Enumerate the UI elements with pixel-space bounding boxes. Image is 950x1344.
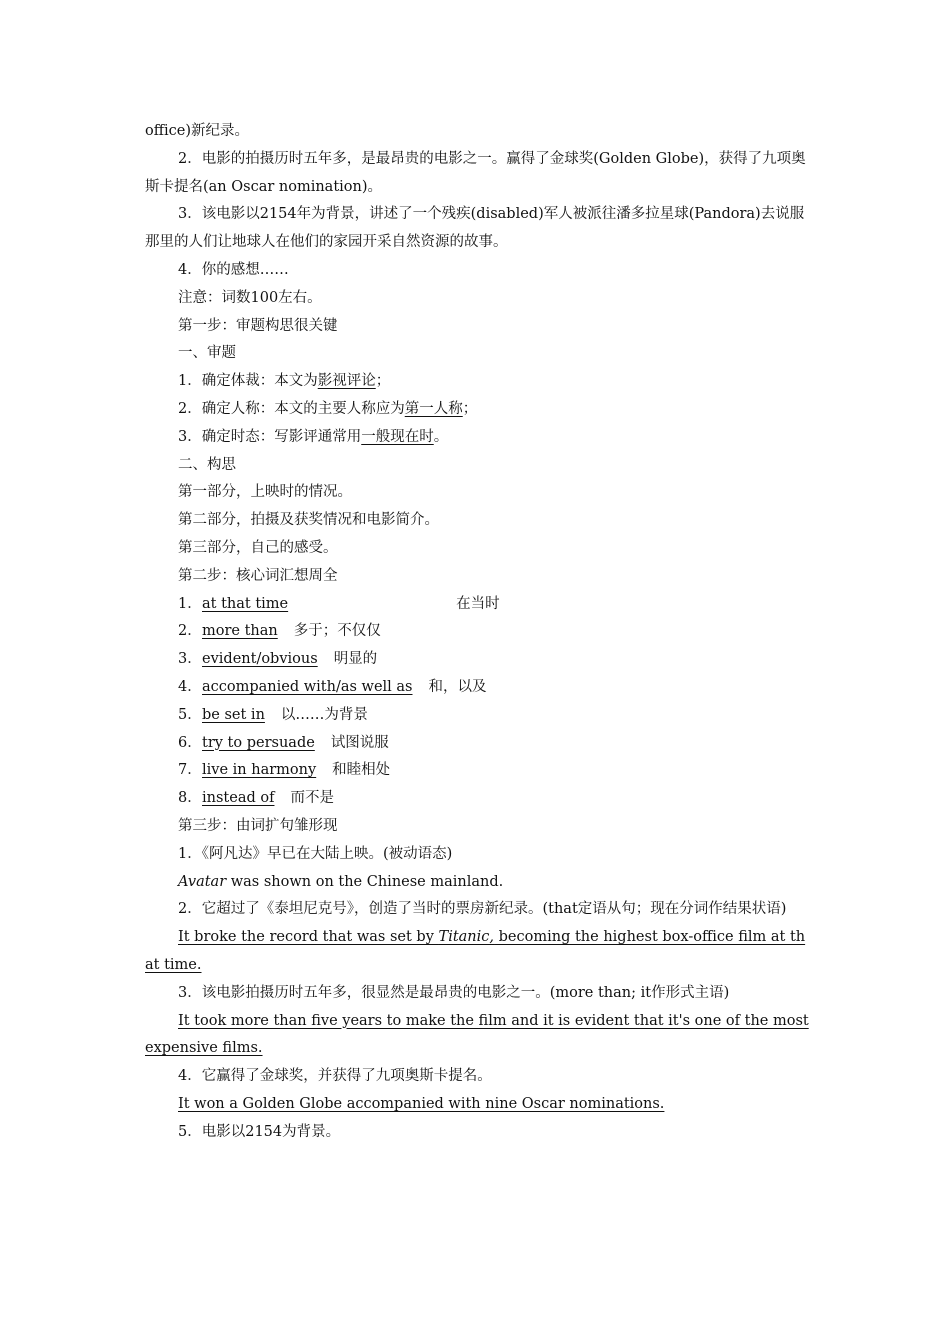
step-1-heading: 第一步：审题构思很关键 xyxy=(178,317,338,334)
vocab-item: 3． evident/obvious 明显的 xyxy=(145,646,810,674)
vocab-english: instead of xyxy=(202,790,275,807)
confirm-genre: 1．确定体裁：本文为影视评论； xyxy=(178,373,391,390)
sentence-1-english: Avatar was shown on the Chinese mainland. xyxy=(178,873,504,890)
sentence-2-chinese: 2．它超过了《泰坦尼克号》，创造了当时的票房新纪录。(that定语从句；现在分词作结果状语) xyxy=(178,901,787,918)
answer-blank: 一般现在时 xyxy=(361,428,434,445)
sentence-5-chinese: 5．电影以2154为背景。 xyxy=(178,1123,341,1140)
plan-part-1: 第一部分，上映时的情况。 xyxy=(178,484,352,501)
vocab-item: 8． instead of 而不是 xyxy=(145,785,810,813)
section-heading-review: 一、审题 xyxy=(178,345,236,362)
answer-blank: 第一人称 xyxy=(404,400,463,417)
step-3-heading: 第三步：由词扩句雏形现 xyxy=(178,817,338,834)
vocab-item: 1． at that time 在当时 xyxy=(145,591,810,619)
sentence-4-chinese: 4．它赢得了金球奖，并获得了九项奥斯卡提名。 xyxy=(178,1068,492,1085)
prompt-point-4: 4．你的感想…… xyxy=(178,261,289,278)
sentence-4-english: It won a Golden Globe accompanied with nine Oscar nominations. xyxy=(178,1095,665,1112)
vocab-chinese: 以……为背景 xyxy=(280,706,368,723)
vocab-english: evident/obvious xyxy=(202,651,318,668)
vocab-chinese: 和睦相处 xyxy=(332,762,391,779)
confirm-person: 2．确定人称：本文的主要人称应为第一人称； xyxy=(178,400,478,417)
vocab-chinese: 在当时 xyxy=(456,595,500,612)
vocab-item: 7． live in harmony 和睦相处 xyxy=(145,757,810,785)
word-count-note: 注意：词数100左右。 xyxy=(178,289,322,306)
vocab-chinese: 试图说服 xyxy=(330,734,389,751)
vocab-english: try to persuade xyxy=(202,734,315,751)
vocab-chinese: 和，以及 xyxy=(428,678,487,695)
vocab-chinese: 明显的 xyxy=(333,651,378,668)
vocab-english: more than xyxy=(202,623,278,640)
vocab-item: 6． try to persuade 试图说服 xyxy=(145,730,810,758)
sentence-1-chinese: 1．《阿凡达》早已在大陆上映。(被动语态) xyxy=(178,845,453,862)
confirm-tense: 3．确定时态：写影评通常用一般现在时。 xyxy=(178,428,449,445)
plan-part-3: 第三部分，自己的感受。 xyxy=(178,539,338,556)
document-page xyxy=(145,118,810,1146)
prompt-point-3: 3．该电影以2154年为背景，讲述了一个残疾(disabled)军人被派往潘多拉星球(Pandora)去说服那里的人们让地球人在他们的家园开采自然资源的故事。 xyxy=(145,206,805,251)
answer-blank: 影视评论 xyxy=(317,373,376,390)
vocab-english: accompanied with/as well as xyxy=(202,678,413,695)
text-line: office)新纪录。 xyxy=(145,123,250,139)
vocab-english: at that time xyxy=(202,595,289,612)
vocab-english: live in harmony xyxy=(202,762,317,779)
vocab-chinese: 多于；不仅仅 xyxy=(293,623,381,640)
vocab-item: 4． accompanied with/as well as 和，以及 xyxy=(145,674,810,702)
sentence-3-chinese: 3．该电影拍摄历时五年多，很显然是最昂贵的电影之一。(more than; it作形式主语) xyxy=(178,984,730,1001)
vocab-item: 5． be set in 以……为背景 xyxy=(145,702,810,730)
plan-part-2: 第二部分，拍摄及获奖情况和电影简介。 xyxy=(178,512,439,529)
vocab-chinese: 而不是 xyxy=(290,790,334,807)
section-heading-plan: 二、构思 xyxy=(178,456,236,473)
sentence-3-english: It took more than five years to make the film and it is evident that it's one of the most expensive films. xyxy=(145,1012,809,1057)
sentence-2-english: It broke the record that was set by Titanic, becoming the highest box-office film at that time. xyxy=(145,929,806,973)
vocab-english: be set in xyxy=(202,706,265,723)
prompt-point-2: 2．电影的拍摄历时五年多，是最昂贵的电影之一。赢得了金球奖(Golden Globe)，获得了九项奥斯卡提名(an Oscar nomination)。 xyxy=(145,150,806,195)
step-2-heading: 第二步：核心词汇想周全 xyxy=(178,567,338,584)
vocab-item: 2． more than 多于；不仅仅 xyxy=(145,618,810,646)
